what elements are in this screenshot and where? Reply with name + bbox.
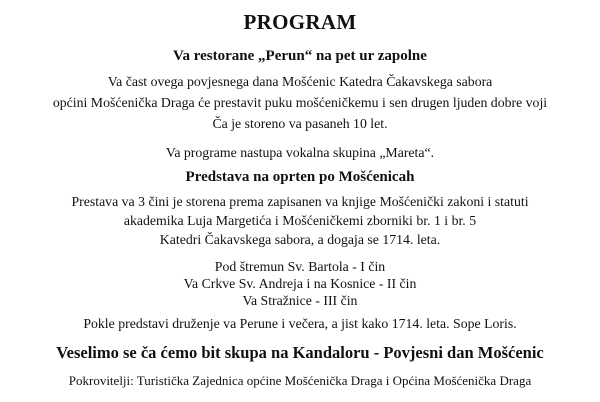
intro-line-3: Ča je storeno va pasaneh 10 let. xyxy=(212,116,388,131)
play-line-1: Prestava va 3 čini je storena prema zapisanen va knjige Mošćenički zakoni i statuti xyxy=(71,194,529,209)
footer-headline: Veselimo se ča ćemo bit skupa na Kandaloru - Povjesni dan Mošćenic xyxy=(56,343,544,362)
play-line-3: Katedri Čakavskega sabora, a dogaja se 1714. leta. xyxy=(159,232,441,247)
vocal-group-line: Va programe nastupa vokalna skupina „Mareta“. xyxy=(165,145,435,160)
intro-line-2: općini Mošćenička Draga će prestavit puku mošćeničkemu i sen drugen ljuden dobre voji xyxy=(52,95,548,110)
sponsors-line: Pokrovitelji: Turistička Zajednica općine Mošćenička Draga i Općina Mošćenička Draga xyxy=(68,373,532,388)
play-line-2: akademika Luja Margetića i Mošćeničkemi zborniki br. 1 i br. 5 xyxy=(123,213,477,228)
act-1: Pod štremun Sv. Bartola - I čin xyxy=(214,259,386,274)
page-title: PROGRAM xyxy=(243,10,357,34)
closing-line: Pokle predstavi druženje va Perune i večera, a jist kako 1714. leta. Sope Loris. xyxy=(83,316,517,331)
act-2: Va Crkve Sv. Andreja i na Kosnice - II čin xyxy=(183,276,417,291)
play-heading: Predstava na oprten po Mošćenicah xyxy=(185,169,415,185)
act-3: Va Stražnice - III čin xyxy=(242,293,358,308)
restaurant-heading: Va restorane „Perun“ na pet ur zapolne xyxy=(173,48,427,64)
intro-line-1: Va čast ovega povjesnega dana Mošćenic Katedra Čakavskega sabora xyxy=(107,74,493,89)
